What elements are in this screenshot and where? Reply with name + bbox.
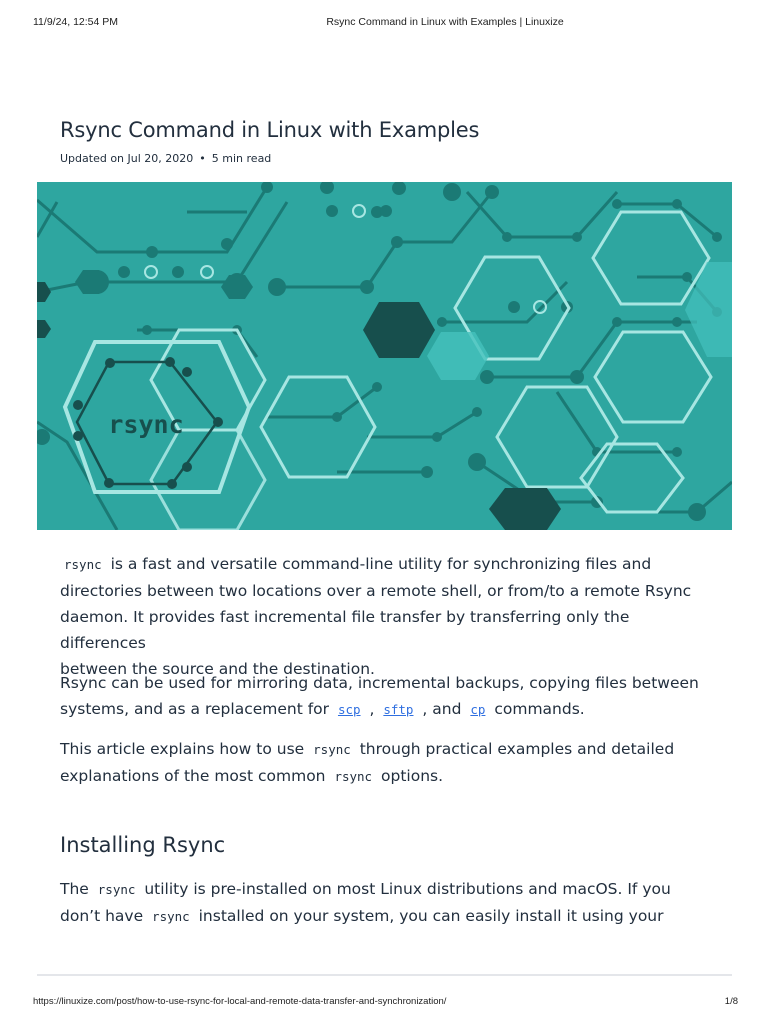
link-sftp[interactable]: sftp (383, 702, 414, 717)
text-line: directories between two locations over a remote shell, or from/to a remote Rsync (60, 582, 692, 600)
text-line: through practical examples and detailed (359, 740, 675, 758)
link-scp[interactable]: scp (337, 702, 361, 717)
inline-code: rsync (313, 742, 351, 757)
inline-code: rsync (334, 769, 373, 784)
text-line: Rsync can be used for mirroring data, incremental backups, copying files between (60, 674, 699, 692)
text-line: between the source and the destination. (60, 660, 375, 678)
text-line: This article explains how to use (60, 740, 305, 758)
text-line: systems, and as a replacement for (60, 700, 330, 718)
text-line: installed on your system, you can easily install it using your (198, 907, 664, 925)
inline-code: rsync (64, 557, 102, 572)
text-line: The (60, 880, 89, 898)
text-separator: , (369, 700, 375, 718)
text-line: commands. (494, 700, 585, 718)
print-date: 11/9/24, 12:54 PM (33, 16, 119, 28)
text-line: is a fast and versatile command-line utility for synchronizing files and (110, 555, 652, 573)
paragraph-intro (60, 551, 720, 682)
meta-separator: • (199, 152, 206, 165)
text-separator: , and (422, 700, 462, 718)
text-line: daemon. It provides fast incremental file transfer by transferring only the differences (60, 608, 630, 652)
paragraph-uses (60, 670, 720, 723)
print-page-title: Rsync Command in Linux with Examples | Linuxize (326, 16, 564, 28)
updated-date: Updated on Jul 20, 2020 (60, 152, 194, 165)
inline-code: rsync (152, 909, 190, 924)
paragraph-install (60, 876, 720, 930)
hero-image (37, 182, 732, 530)
page-number: 1/8 (724, 996, 738, 1007)
read-time: 5 min read (211, 152, 272, 165)
page-divider (37, 974, 732, 976)
hero-rsync-label: rsync (108, 410, 184, 439)
article-title: Rsync Command in Linux with Examples (60, 118, 480, 142)
text-line: explanations of the most common (60, 767, 326, 785)
link-cp[interactable]: cp (470, 702, 486, 717)
text-line: don’t have (60, 907, 144, 925)
article-meta (60, 152, 271, 165)
print-url: https://linuxize.com/post/how-to-use-rsync-for-local-and-remote-data-transfer-and-synchronization/ (33, 996, 447, 1007)
text-line: utility is pre-installed on most Linux distributions and macOS. If you (144, 880, 671, 898)
inline-code: rsync (97, 882, 136, 897)
paragraph-article-intro (60, 736, 720, 790)
print-header (0, 14, 768, 32)
text-line: options. (381, 767, 444, 785)
section-heading-installing: Installing Rsync (60, 833, 226, 857)
